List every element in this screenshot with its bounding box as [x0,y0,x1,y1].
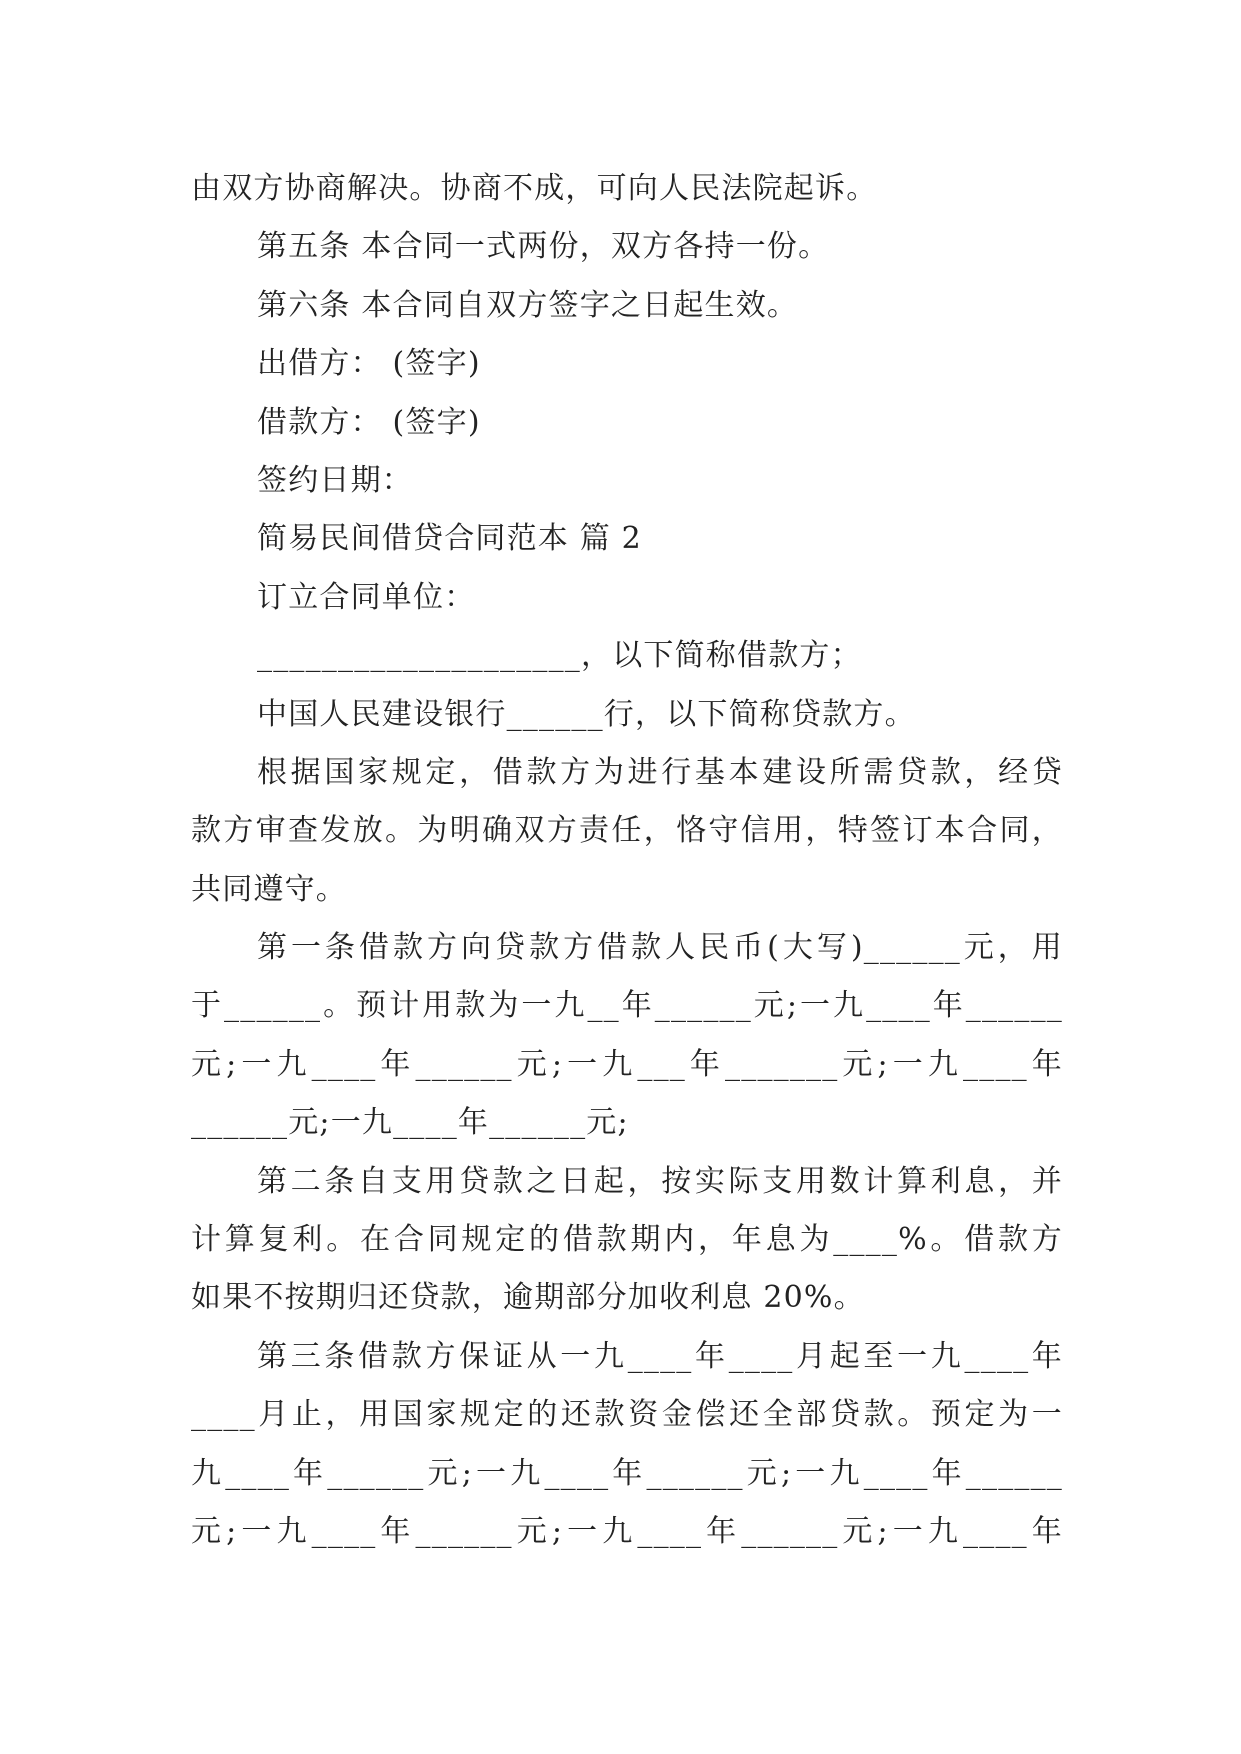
article-one-line: ______元;一九____年______元; [191,1105,629,1141]
contracting-parties-label: 订立合同单位： [257,579,476,615]
article-one-line: 元;一九____年______元;一九___年_______元;一九____年 [191,1046,1063,1082]
article-six: 第六条 本合同自双方签字之日起生效。 [257,287,799,323]
lender-bank-line: 中国人民建设银行______行，以下简称贷款方。 [257,696,916,732]
article-two-line: 如果不按期归还贷款，逾期部分加收利息 20%。 [191,1280,865,1316]
signing-date-line: 签约日期： [257,462,413,498]
article-three-line: 第三条借款方保证从一九____年____月起至一九____年 [257,1338,1063,1374]
paragraph-line: 根据国家规定，借款方为进行基本建设所需贷款，经贷 [257,754,1063,790]
borrower-signature-line: 借款方： (签字) [257,404,481,440]
article-two-line: 计算复利。在合同规定的借款期内，年息为____%。借款方 [191,1222,1063,1258]
article-one-line: 于______。预计用款为一九__年______元;一九____年______ [191,988,1063,1024]
article-three-line: 元;一九____年______元;一九____年______元;一九____年 [191,1513,1063,1549]
article-two-line: 第二条自支用贷款之日起，按实际支用数计算利息，并 [257,1163,1063,1199]
contract-text [191,160,1063,1561]
article-three-line: 九____年______元;一九____年______元;一九____年______ [191,1455,1063,1491]
paragraph-line: 由双方协商解决。协商不成，可向人民法院起诉。 [191,171,878,206]
article-three-line: ____月止，用国家规定的还款资金偿还全部贷款。预定为一 [191,1397,1063,1433]
article-five: 第五条 本合同一式两份，双方各持一份。 [257,229,830,265]
lender-signature-line: 出借方： (签字) [257,346,481,382]
paragraph-line: 款方审查发放。为明确双方责任，恪守信用，特签订本合同， [191,813,1063,849]
section-title: 简易民间借贷合同范本 篇 2 [257,521,642,557]
borrower-blank-line: ____________________，以下简称借款方； [257,638,862,674]
article-one-line: 第一条借款方向贷款方借款人民币(大写)______元，用 [257,930,1063,966]
paragraph-line: 共同遵守。 [191,871,347,907]
